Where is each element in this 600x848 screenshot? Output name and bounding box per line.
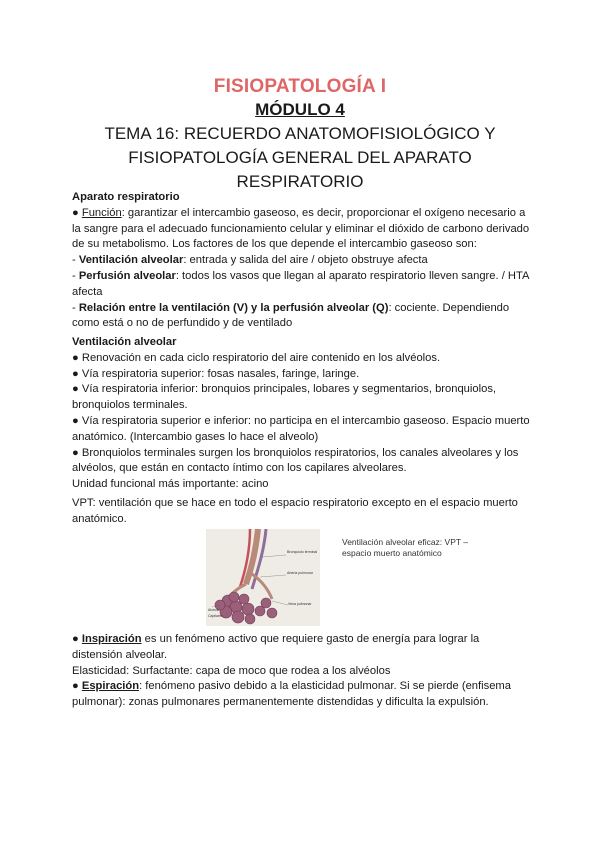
vpt-paragraph — [72, 496, 534, 528]
perfusion-term: Perfusión alveolar — [78, 269, 176, 282]
paragraph-line: distensión alveolar. — [72, 648, 168, 661]
paragraph-line: pulmonar): zonas pulmonares permanentemente distendidas y dificulta la expulsión. — [72, 696, 489, 709]
paragraph-line: la sangre para el adecuado funcionamiento celular y eliminar el dióxido de carbono derivado — [72, 222, 530, 235]
section-aparato-respiratorio — [72, 190, 534, 332]
paragraph-line: afecta — [72, 285, 103, 298]
espiracion-line — [72, 679, 534, 695]
ventilacion-line: - Ventilación alveolar: entrada y salida del aire / objeto obstruye afecta — [72, 254, 428, 267]
funcion-line: ● Función: garantizar el intercambio gaseoso, es decir, proporcionar el oxígeno necesario a — [72, 206, 526, 219]
bullet-continuation: alvéolos, que están en contacto íntimo con los capilares alveolares. — [72, 462, 407, 475]
figure-label: Vena pulmonar — [288, 602, 312, 606]
paragraph-line: VPT: ventilación que se hace en todo el espacio respiratorio excepto en el espacio muerto — [72, 497, 518, 509]
bullet-item: ● Vía respiratoria inferior: bronquios principales, lobares y segmentarios, bronquiolos, — [72, 383, 497, 396]
bullet: ● — [72, 680, 82, 693]
figure-label: Capilares — [208, 614, 223, 618]
bullet-continuation: bronquiolos terminales. — [72, 399, 188, 412]
funcion-text: : garantizar el intercambio gaseoso, es decir, proporcionar el oxígeno necesario a — [121, 206, 526, 219]
unit-line: Unidad funcional más importante: acino — [72, 478, 269, 491]
figure-label: Arteria pulmonar — [287, 571, 313, 575]
section-mecanica — [72, 632, 534, 711]
alveoli-drawing — [206, 529, 320, 626]
espiracion-text: : fenómeno pasivo debido a la elasticidad pulmonar. Si se pierde (enfisema — [139, 680, 511, 693]
figure-caption — [342, 537, 468, 559]
caption-line: Ventilación alveolar eficaz: VPT – — [342, 537, 468, 547]
relacion-text: : cociente. Dependiendo — [388, 301, 510, 314]
funcion-term: Función — [81, 206, 122, 219]
ventilacion-text: : entrada y salida del aire / objeto obstruye afecta — [183, 254, 428, 267]
module-heading: MÓDULO 4 — [255, 100, 345, 119]
figure-label: Bronquiolo terminal — [287, 550, 318, 554]
section-heading: Ventilación alveolar — [72, 336, 177, 348]
bullet-item: ● Renovación en cada ciclo respiratorio del aire contenido en los alvéolos. — [72, 351, 441, 364]
caption-line: espacio muerto anatómico — [342, 548, 442, 558]
bullet-item: ● Vía respiratoria superior e inferior: no participa en el intercambio gaseoso. Espacio muerto — [72, 414, 530, 427]
inspiracion-text: es un fenómeno activo que requiere gasto de energía para lograr la — [141, 633, 480, 645]
inspiracion-line — [72, 632, 534, 648]
paragraph-line: anatómico. — [72, 512, 127, 525]
ventilacion-term: Ventilación alveolar — [78, 254, 184, 267]
relacion-term: Relación entre la ventilación (V) y la perfusión alveolar (Q) — [78, 301, 389, 314]
acinus-illustration — [206, 529, 320, 626]
espiracion-term: Espiración — [81, 680, 140, 693]
perfusion-text: : todos los vasos que llegan al aparato respiratorio lleven sangre. / HTA — [175, 269, 530, 282]
paragraph-line: como está o no de perfundido y de ventilado — [72, 317, 293, 330]
elasticidad-line: Elasticidad: Surfactante: capa de moco que rodea a los alvéolos — [72, 664, 391, 677]
topic-heading: TEMA 16: RECUERDO ANATOMOFISIOLÓGICO Y FISIOPATOLOGÍA GENERAL DEL APARATO RESPIRATORIO — [104, 124, 496, 191]
document-title: FISIOPATOLOGÍA I — [213, 76, 387, 97]
relacion-line: - Relación entre la ventilación (V) y la perfusión alveolar (Q): cociente. Dependiendo — [72, 301, 510, 314]
section-heading: Aparato respiratorio — [72, 191, 180, 203]
bullet-item: ● Bronquiolos terminales surgen los bronquiolos respiratorios, los canales alveolares y los — [72, 446, 519, 459]
figure-label: Alvéolo — [208, 608, 220, 612]
bullet-continuation: anatómico. (Intercambio gases lo hace el alveolo) — [72, 430, 319, 443]
paragraph-line: de su metabolismo. Los factores de los que depende el intercambio gaseoso son: — [72, 238, 477, 251]
bullet-item: ● Vía respiratoria superior: fosas nasales, faringe, laringe. — [72, 367, 360, 380]
bullet: ● — [72, 633, 82, 645]
perfusion-line: - Perfusión alveolar: todos los vasos que llegan al aparato respiratorio lleven sangre. / HTA — [72, 269, 530, 282]
section-ventilacion-alveolar — [72, 335, 534, 493]
inspiracion-term: Inspiración — [81, 633, 142, 645]
